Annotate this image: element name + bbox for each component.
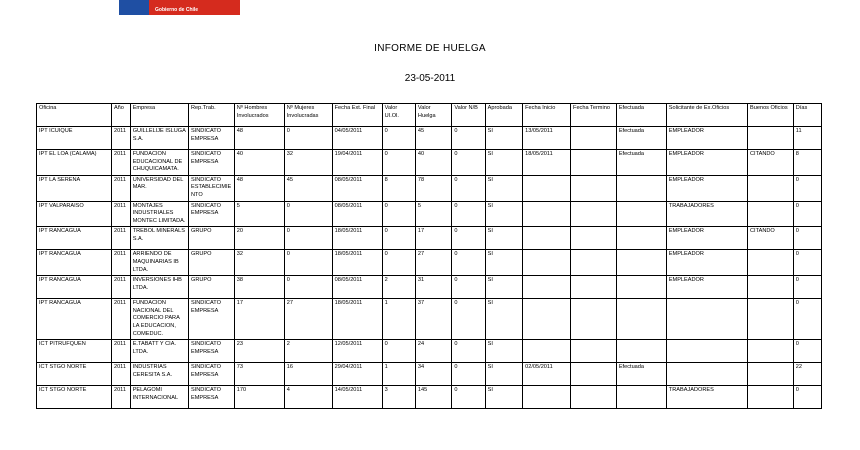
cell-rep-trab: GRUPO	[188, 227, 234, 250]
cell-solicitante: TRABAJADORES	[666, 386, 747, 409]
cell-valor-ui-ol: 0	[382, 250, 415, 276]
cell-empresa: GUILLELIJE ISLUGA S.A.	[130, 127, 188, 150]
cell-dias: 0	[793, 340, 821, 363]
logo-text: Gobierno de Chile	[155, 7, 199, 13]
cell-aprobada: SI	[485, 299, 522, 340]
cell-fecha-ext-final: 08/05/2011	[332, 175, 382, 201]
cell-efectuada	[616, 340, 666, 363]
cell-n-hombres: 23	[234, 340, 284, 363]
cell-solicitante: EMPLEADOR	[666, 227, 747, 250]
cell-buenos-oficios	[748, 276, 794, 299]
cell-valor-nb: 0	[452, 201, 485, 227]
column-header-valor-huelga: Valor Huelga	[415, 104, 451, 127]
cell-efectuada: Efectuada	[616, 150, 666, 176]
cell-fecha-termino	[571, 150, 617, 176]
cell-aprobada: SI	[485, 201, 522, 227]
logo-red-block	[149, 0, 240, 15]
cell-empresa: E.TABATT Y CIA. LTDA.	[130, 340, 188, 363]
cell-efectuada	[616, 299, 666, 340]
cell-valor-huelga: 45	[415, 127, 451, 150]
column-header-dias: Días	[793, 104, 821, 127]
table-row	[37, 127, 822, 150]
cell-ano: 2011	[111, 175, 130, 201]
cell-oficina: IPT LA SERENA	[37, 175, 112, 201]
table-row	[37, 386, 822, 409]
cell-valor-ui-ol: 2	[382, 276, 415, 299]
cell-fecha-ext-final: 29/04/2011	[332, 363, 382, 386]
cell-buenos-oficios: CITANDO	[748, 150, 794, 176]
cell-dias: 0	[793, 386, 821, 409]
cell-efectuada	[616, 201, 666, 227]
cell-rep-trab: SINDICATO EMPRESA	[188, 340, 234, 363]
cell-valor-nb: 0	[452, 386, 485, 409]
table-row	[37, 150, 822, 176]
column-header-solicitante: Solicitante de Ex.Oficios	[666, 104, 747, 127]
cell-fecha-termino	[571, 386, 617, 409]
report-date: 23-05-2011	[404, 73, 456, 84]
cell-fecha-ext-final: 04/05/2011	[332, 127, 382, 150]
cell-buenos-oficios	[748, 363, 794, 386]
cell-n-mujeres: 16	[284, 363, 332, 386]
table-row	[37, 175, 822, 201]
cell-aprobada: SI	[485, 175, 522, 201]
cell-buenos-oficios	[748, 250, 794, 276]
cell-n-mujeres: 0	[284, 227, 332, 250]
cell-n-hombres: 48	[234, 175, 284, 201]
cell-aprobada: SI	[485, 386, 522, 409]
cell-fecha-ext-final: 18/05/2011	[332, 299, 382, 340]
cell-solicitante: EMPLEADOR	[666, 250, 747, 276]
cell-solicitante: EMPLEADOR	[666, 127, 747, 150]
column-header-n-hombres: Nº Hombres Involucrados	[234, 104, 284, 127]
cell-empresa: ARRIENDO DE MAQUINARIAS IB LTDA.	[130, 250, 188, 276]
cell-valor-huelga: 17	[415, 227, 451, 250]
cell-efectuada: Efectuada	[616, 363, 666, 386]
cell-valor-nb: 0	[452, 175, 485, 201]
cell-oficina: IPT RANCAGUA	[37, 276, 112, 299]
column-header-fecha-inicio: Fecha Inicio	[523, 104, 571, 127]
cell-rep-trab: GRUPO	[188, 250, 234, 276]
cell-aprobada: SI	[485, 276, 522, 299]
column-header-valor-nb: Valor N/B	[452, 104, 485, 127]
cell-fecha-termino	[571, 363, 617, 386]
cell-n-mujeres: 4	[284, 386, 332, 409]
cell-solicitante	[666, 340, 747, 363]
cell-oficina: ICT PITRUFQUEN	[37, 340, 112, 363]
column-header-empresa: Empresa	[130, 104, 188, 127]
cell-ano: 2011	[111, 276, 130, 299]
cell-fecha-termino	[571, 299, 617, 340]
table-header	[37, 104, 822, 127]
cell-fecha-termino	[571, 340, 617, 363]
strike-report-table	[36, 103, 822, 409]
column-header-rep-trab: Rep.Trab.	[188, 104, 234, 127]
cell-solicitante	[666, 363, 747, 386]
cell-dias: 0	[793, 250, 821, 276]
column-header-aprobada: Aprobada	[485, 104, 522, 127]
cell-fecha-termino	[571, 276, 617, 299]
cell-rep-trab: SINDICATO EMPRESA	[188, 386, 234, 409]
cell-efectuada	[616, 250, 666, 276]
cell-valor-ui-ol: 1	[382, 299, 415, 340]
cell-n-mujeres: 32	[284, 150, 332, 176]
cell-fecha-termino	[571, 250, 617, 276]
cell-valor-ui-ol: 8	[382, 175, 415, 201]
cell-valor-nb: 0	[452, 127, 485, 150]
cell-fecha-ext-final: 12/05/2011	[332, 340, 382, 363]
column-header-fecha-termino: Fecha Termino	[571, 104, 617, 127]
cell-valor-nb: 0	[452, 227, 485, 250]
cell-rep-trab: SINDICATO EMPRESA	[188, 150, 234, 176]
cell-buenos-oficios	[748, 201, 794, 227]
cell-n-hombres: 48	[234, 127, 284, 150]
cell-efectuada	[616, 386, 666, 409]
cell-oficina: IPT VALPARAISO	[37, 201, 112, 227]
cell-n-mujeres: 0	[284, 276, 332, 299]
cell-valor-nb: 0	[452, 340, 485, 363]
cell-solicitante: TRABAJADORES	[666, 201, 747, 227]
cell-efectuada	[616, 227, 666, 250]
cell-valor-nb: 0	[452, 276, 485, 299]
cell-empresa: INDUSTRIAS CERESITA S.A.	[130, 363, 188, 386]
cell-oficina: IPT RANCAGUA	[37, 299, 112, 340]
cell-n-mujeres: 0	[284, 201, 332, 227]
cell-valor-huelga: 145	[415, 386, 451, 409]
cell-oficina: ICT STGO NORTE	[37, 386, 112, 409]
cell-empresa: TREBOL MINERALS S.A.	[130, 227, 188, 250]
cell-dias: 0	[793, 227, 821, 250]
cell-buenos-oficios	[748, 340, 794, 363]
cell-valor-ui-ol: 1	[382, 363, 415, 386]
cell-ano: 2011	[111, 201, 130, 227]
cell-valor-nb: 0	[452, 363, 485, 386]
cell-valor-ui-ol: 0	[382, 340, 415, 363]
cell-ano: 2011	[111, 150, 130, 176]
cell-valor-nb: 0	[452, 250, 485, 276]
cell-buenos-oficios	[748, 386, 794, 409]
cell-aprobada: SI	[485, 363, 522, 386]
cell-efectuada	[616, 276, 666, 299]
cell-dias: 11	[793, 127, 821, 150]
cell-ano: 2011	[111, 299, 130, 340]
cell-oficina: ICT STGO NORTE	[37, 363, 112, 386]
cell-aprobada: SI	[485, 127, 522, 150]
cell-valor-nb: 0	[452, 150, 485, 176]
column-header-buenos-oficios: Buenos Oficios	[748, 104, 794, 127]
cell-ano: 2011	[111, 340, 130, 363]
cell-empresa: FUNDACION NACIONAL DEL COMERCIO PARA LA EDUCACION, COMEDUC.	[130, 299, 188, 340]
cell-rep-trab: SINDICATO EMPRESA	[188, 363, 234, 386]
cell-valor-huelga: 5	[415, 201, 451, 227]
cell-dias: 22	[793, 363, 821, 386]
cell-ano: 2011	[111, 250, 130, 276]
cell-fecha-inicio	[523, 299, 571, 340]
cell-dias: 0	[793, 276, 821, 299]
cell-dias: 0	[793, 175, 821, 201]
cell-fecha-termino	[571, 201, 617, 227]
cell-dias: 0	[793, 299, 821, 340]
cell-buenos-oficios	[748, 299, 794, 340]
cell-fecha-ext-final: 18/05/2011	[332, 227, 382, 250]
cell-empresa: UNIVERSIDAD DEL MAR.	[130, 175, 188, 201]
cell-n-mujeres: 2	[284, 340, 332, 363]
column-header-efectuada: Efectuada	[616, 104, 666, 127]
cell-n-hombres: 17	[234, 299, 284, 340]
cell-valor-ui-ol: 0	[382, 201, 415, 227]
header-row	[37, 104, 822, 127]
cell-n-hombres: 20	[234, 227, 284, 250]
column-header-fecha-ext-final: Fecha Ext. Final	[332, 104, 382, 127]
cell-rep-trab: SINDICATO ESTABLECIMIENTO	[188, 175, 234, 201]
cell-fecha-inicio	[523, 276, 571, 299]
report-title: INFORME DE HUELGA	[374, 43, 486, 54]
cell-efectuada: Efectuada	[616, 127, 666, 150]
cell-fecha-inicio	[523, 201, 571, 227]
cell-oficina: IPT RANCAGUA	[37, 250, 112, 276]
cell-fecha-termino	[571, 227, 617, 250]
cell-oficina: IPT ICUIQUE	[37, 127, 112, 150]
cell-n-hombres: 73	[234, 363, 284, 386]
cell-n-hombres: 32	[234, 250, 284, 276]
table-row	[37, 363, 822, 386]
cell-n-hombres: 40	[234, 150, 284, 176]
cell-ano: 2011	[111, 386, 130, 409]
cell-rep-trab: GRUPO	[188, 276, 234, 299]
cell-solicitante: EMPLEADOR	[666, 276, 747, 299]
cell-fecha-inicio	[523, 386, 571, 409]
cell-empresa: FUNDACION EDUCACIONAL DE CHUQUICAMATA.	[130, 150, 188, 176]
cell-ano: 2011	[111, 363, 130, 386]
cell-fecha-termino	[571, 127, 617, 150]
cell-aprobada: SI	[485, 150, 522, 176]
cell-oficina: IPT EL LOA (CALAMA)	[37, 150, 112, 176]
column-header-oficina: Oficina	[37, 104, 112, 127]
cell-n-mujeres: 0	[284, 127, 332, 150]
column-header-n-mujeres: Nº Mujeres Involucradas	[284, 104, 332, 127]
cell-valor-huelga: 34	[415, 363, 451, 386]
column-header-ano: Año	[111, 104, 130, 127]
cell-valor-huelga: 78	[415, 175, 451, 201]
cell-aprobada: SI	[485, 340, 522, 363]
column-header-valor-ui-ol: Valor UI.Ol.	[382, 104, 415, 127]
cell-fecha-inicio	[523, 175, 571, 201]
cell-n-hombres: 38	[234, 276, 284, 299]
cell-fecha-inicio	[523, 340, 571, 363]
cell-valor-nb: 0	[452, 299, 485, 340]
cell-buenos-oficios	[748, 175, 794, 201]
table-row	[37, 276, 822, 299]
gobierno-de-chile-logo	[119, 0, 240, 15]
cell-rep-trab: SINDICATO EMPRESA	[188, 201, 234, 227]
cell-empresa: INVERSIONES IHB LTDA.	[130, 276, 188, 299]
cell-n-hombres: 170	[234, 386, 284, 409]
cell-valor-ui-ol: 0	[382, 150, 415, 176]
cell-n-mujeres: 0	[284, 250, 332, 276]
cell-n-mujeres: 27	[284, 299, 332, 340]
cell-aprobada: SI	[485, 227, 522, 250]
cell-valor-huelga: 31	[415, 276, 451, 299]
cell-valor-huelga: 40	[415, 150, 451, 176]
cell-ano: 2011	[111, 127, 130, 150]
cell-valor-ui-ol: 3	[382, 386, 415, 409]
cell-n-hombres: 5	[234, 201, 284, 227]
cell-fecha-ext-final: 14/05/2011	[332, 386, 382, 409]
cell-valor-ui-ol: 0	[382, 227, 415, 250]
cell-oficina: IPT RANCAGUA	[37, 227, 112, 250]
cell-rep-trab: SINDICATO EMPRESA	[188, 127, 234, 150]
table-row	[37, 250, 822, 276]
cell-fecha-inicio: 13/05/2011	[523, 127, 571, 150]
logo-blue-block	[119, 0, 149, 15]
cell-efectuada	[616, 175, 666, 201]
cell-valor-huelga: 27	[415, 250, 451, 276]
cell-dias: 8	[793, 150, 821, 176]
cell-solicitante: EMPLEADOR	[666, 175, 747, 201]
cell-fecha-ext-final: 08/05/2011	[332, 201, 382, 227]
cell-valor-ui-ol: 0	[382, 127, 415, 150]
cell-dias: 0	[793, 201, 821, 227]
cell-fecha-ext-final: 08/05/2011	[332, 276, 382, 299]
cell-fecha-inicio	[523, 227, 571, 250]
table-row	[37, 227, 822, 250]
table-row	[37, 340, 822, 363]
cell-aprobada: SI	[485, 250, 522, 276]
cell-fecha-ext-final: 18/05/2011	[332, 250, 382, 276]
cell-fecha-inicio: 18/05/2011	[523, 150, 571, 176]
cell-ano: 2011	[111, 227, 130, 250]
table-row	[37, 201, 822, 227]
cell-empresa: PELAGOMI INTERNACIONAL	[130, 386, 188, 409]
cell-n-mujeres: 45	[284, 175, 332, 201]
cell-empresa: MONTAJES INDUSTRIALES MONTEC LIMITADA.	[130, 201, 188, 227]
table-row	[37, 299, 822, 340]
cell-fecha-inicio: 02/05/2011	[523, 363, 571, 386]
cell-buenos-oficios	[748, 127, 794, 150]
cell-valor-huelga: 24	[415, 340, 451, 363]
cell-solicitante: EMPLEADOR	[666, 150, 747, 176]
cell-buenos-oficios: CITANDO	[748, 227, 794, 250]
cell-fecha-ext-final: 19/04/2011	[332, 150, 382, 176]
cell-valor-huelga: 37	[415, 299, 451, 340]
cell-rep-trab: SINDICATO EMPRESA	[188, 299, 234, 340]
cell-fecha-termino	[571, 175, 617, 201]
cell-fecha-inicio	[523, 250, 571, 276]
cell-solicitante	[666, 299, 747, 340]
table-body	[37, 127, 822, 409]
